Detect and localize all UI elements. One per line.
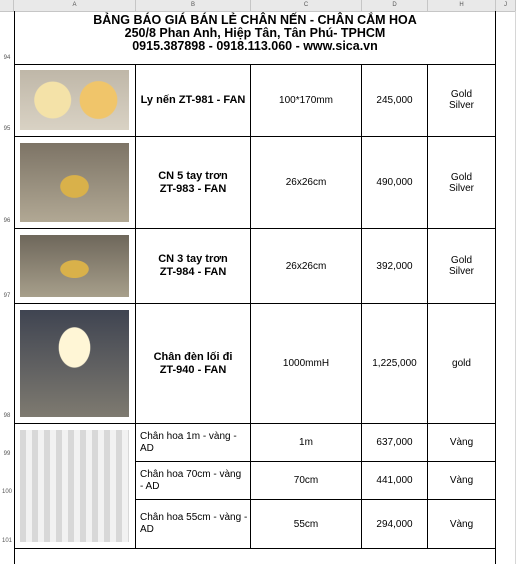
product-color[interactable] [428,462,496,500]
product-size-text: 1000mmH [282,358,330,369]
image-cell[interactable] [14,424,136,549]
column-header-h[interactable]: H [428,0,496,11]
row-number[interactable]: 99 [0,451,14,457]
product-name[interactable] [136,500,251,549]
product-color-text: Gold Silver [448,171,474,194]
product-size-text: 26x26cm [285,260,327,272]
product-size[interactable] [251,229,362,304]
header-address: 250/8 Phan Anh, Hiệp Tân, Tân Phú- TPHCM [124,26,386,40]
product-size-text: 100*170mm [279,94,333,106]
product-size-text: 26x26cm [285,177,327,188]
price-list-header [15,14,495,53]
image-cell[interactable] [14,229,136,304]
product-price[interactable] [362,462,428,500]
product-color[interactable] [428,424,496,462]
product-color[interactable] [428,64,496,137]
product-color-text: gold [452,358,471,369]
header-contact: 0915.387898 - 0918.113.060 - www.sica.vn [132,39,378,53]
column-header-a[interactable]: A [14,0,136,11]
product-name[interactable] [136,229,251,304]
product-price-text: 294,000 [376,518,413,530]
product-price[interactable] [362,64,428,137]
product-photo [20,70,129,130]
row-number[interactable]: 101 [1,538,12,544]
product-name-text: Ly nến ZT-981 - FAN [140,93,246,106]
product-name-text: Chân hoa 1m - vàng - AD [140,430,237,454]
product-name[interactable] [136,137,251,229]
product-price[interactable] [362,424,428,462]
product-size[interactable] [251,500,362,549]
row-number[interactable]: 95 [0,126,14,132]
product-photo [20,143,129,222]
header-title: BẢNG BÁO GIÁ BÁN LẺ CHÂN NẾN - CHÂN CẮM HOA [93,13,417,27]
product-color[interactable] [428,229,496,304]
product-name[interactable] [136,304,251,424]
product-color-text: Gold Silver [448,89,474,111]
product-color-text: Vàng [449,475,474,486]
product-color-text: Vàng [449,437,474,448]
product-size-text: 1m [299,437,313,448]
product-price-text: 490,000 [376,177,413,188]
product-name[interactable] [136,424,251,462]
product-name-text: Chân hoa 70cm - vàng - AD [140,468,242,492]
product-size[interactable] [251,137,362,229]
row-number[interactable]: 98 [0,413,14,419]
product-size-text: 70cm [293,475,319,486]
row-number[interactable]: 100 [1,489,12,495]
product-price[interactable] [362,137,428,229]
product-name[interactable] [136,64,251,137]
product-price-text: 1,225,000 [372,358,417,369]
product-photo [20,235,129,297]
product-name[interactable] [136,462,251,500]
product-price-text: 245,000 [376,94,413,106]
product-color[interactable] [428,137,496,229]
row-number[interactable]: 96 [0,218,14,224]
column-header-bar [0,0,516,12]
column-header-b[interactable]: B [136,0,251,11]
product-size-text: 55cm [293,518,319,530]
product-color[interactable] [428,304,496,424]
row-number-94[interactable]: 94 [0,55,14,61]
product-price[interactable] [362,304,428,424]
product-photo [20,430,129,542]
product-color-text: Vàng [449,518,474,530]
product-name-text: CN 3 tay trơn ZT-984 - FAN [158,253,228,278]
product-size[interactable] [251,304,362,424]
product-color-text: Gold Silver [448,255,474,277]
column-header-c[interactable]: C [251,0,362,11]
product-name-text: Chân hoa 55cm - vàng - AD [140,512,248,535]
column-header-d[interactable]: D [362,0,428,11]
image-cell[interactable] [14,64,136,137]
image-cell[interactable] [14,304,136,424]
product-size[interactable] [251,462,362,500]
corner-cell[interactable] [0,0,14,11]
product-price-text: 441,000 [376,475,413,486]
product-color[interactable] [428,500,496,549]
product-size[interactable] [251,64,362,137]
product-price[interactable] [362,229,428,304]
image-cell[interactable] [14,137,136,229]
product-photo [20,310,129,417]
product-name-text: CN 5 tay trơn ZT-983 - FAN [158,169,228,195]
product-price-text: 392,000 [376,260,413,272]
column-header-j[interactable]: J [496,0,516,11]
product-name-text: Chân đèn lối đi ZT-940 - FAN [153,350,233,376]
product-price-text: 637,000 [376,437,413,448]
row-number[interactable]: 97 [0,293,14,299]
product-price[interactable] [362,500,428,549]
product-size[interactable] [251,424,362,462]
